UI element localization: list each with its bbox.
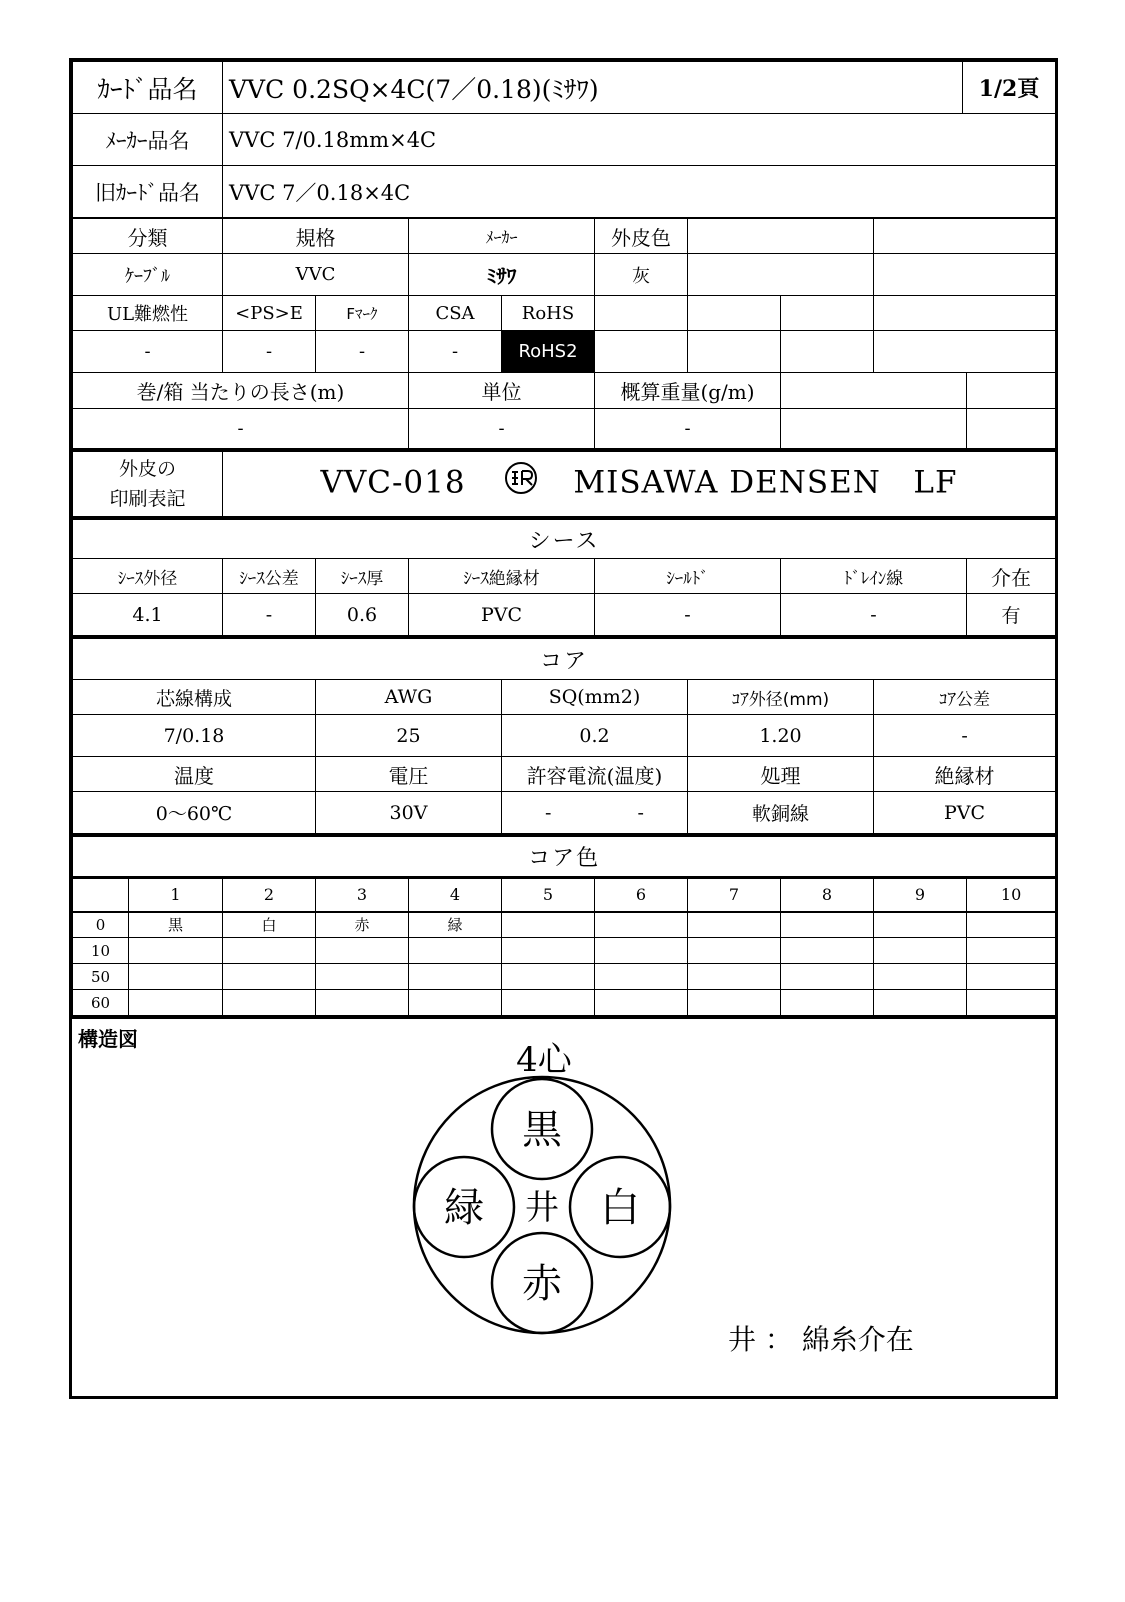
core-color-cell <box>781 964 874 990</box>
core-color-cell: 赤 <box>316 912 409 938</box>
header-table <box>72 61 1056 218</box>
rohs-header: RoHS <box>502 296 595 331</box>
print-label-line1: 外皮の <box>118 458 176 480</box>
page-number: 1/2頁 <box>963 62 1056 114</box>
filler-legend: 井 ： 綿糸介在 <box>728 1323 914 1356</box>
core-color-cell <box>595 912 688 938</box>
core-color-cell: 白 <box>223 912 316 938</box>
classification-value: ｹｰﾌﾞﾙ <box>73 254 223 296</box>
core-color-cell <box>502 964 595 990</box>
old-card-name-value: VVC 7／0.18×4C <box>223 166 1056 218</box>
filler-value: 有 <box>967 594 1056 636</box>
classification-header: 分類 <box>73 219 223 254</box>
core-color-col: 9 <box>874 878 967 912</box>
core-outer-dia-value: 1.20 <box>688 715 874 757</box>
pse-mark-icon <box>504 461 538 503</box>
core-color-row-label: 10 <box>73 938 129 964</box>
approx-weight-header: 概算重量(g/m) <box>595 373 781 409</box>
old-card-name-label: 旧ｶｰﾄﾞ品名 <box>73 166 223 218</box>
core-color-cell <box>967 964 1056 990</box>
print-marking-value <box>223 451 1056 517</box>
core-color-cell <box>316 938 409 964</box>
core-color-col: 10 <box>967 878 1056 912</box>
ul-flame-value: - <box>73 331 223 373</box>
core-color-col: 1 <box>129 878 223 912</box>
product-card-sheet <box>69 58 1058 1399</box>
core-color-cell <box>409 990 502 1016</box>
core-color-row-label: 50 <box>73 964 129 990</box>
sheath-outer-dia-header: ｼｰｽ外径 <box>73 559 223 594</box>
treatment-header: 処理 <box>688 757 874 792</box>
classification-header-blank <box>688 219 874 254</box>
length-header-blank <box>781 373 967 409</box>
core-color-cell <box>223 964 316 990</box>
core-color-cell <box>129 964 223 990</box>
core-color-col: 7 <box>688 878 781 912</box>
core-color-cell <box>781 912 874 938</box>
core-tolerance-value: - <box>874 715 1056 757</box>
voltage-value: 30V <box>316 792 502 834</box>
core-outer-dia-header: ｺｱ外径(mm) <box>688 680 874 715</box>
standards-value-blank <box>688 331 781 373</box>
csa-value: - <box>409 331 502 373</box>
classification-value-blank <box>688 254 874 296</box>
core-color-col: 5 <box>502 878 595 912</box>
standards-header-blank <box>781 296 874 331</box>
structure-diagram-section <box>72 1016 1055 1395</box>
card-name-label: ｶｰﾄﾞ品名 <box>73 62 223 114</box>
filler-header: 介在 <box>967 559 1056 594</box>
core-color-cell <box>688 938 781 964</box>
drain-wire-header: ﾄﾞﾚｲﾝ線 <box>781 559 967 594</box>
temperature-value: 0～60℃ <box>73 792 316 834</box>
print-label-line2: 印刷表記 <box>109 488 186 510</box>
core-color-rows <box>73 912 1056 1016</box>
sheath-tolerance-header: ｼｰｽ公差 <box>223 559 316 594</box>
card-name-value: VVC 0.2SQ×4C(7／0.18)(ﾐｻﾜ) <box>223 62 963 114</box>
core-label-red: 赤 <box>522 1261 562 1307</box>
core-color-cell <box>874 990 967 1016</box>
treatment-value: 軟銅線 <box>688 792 874 834</box>
print-marking-table <box>72 449 1056 517</box>
structure-diagram-label: 構造図 <box>78 1027 138 1051</box>
core-color-row-label: 0 <box>73 912 129 938</box>
f-mark-value: - <box>316 331 409 373</box>
cable-cross-section-diagram <box>72 1019 1055 1395</box>
core-color-col: 4 <box>409 878 502 912</box>
length-value-blank <box>967 409 1057 449</box>
core-color-cell <box>316 964 409 990</box>
core-section-title: コア <box>73 638 1056 680</box>
classification-header-blank <box>874 219 1057 254</box>
unit-value: - <box>409 409 595 449</box>
core-color-col: 6 <box>595 878 688 912</box>
core-color-cell <box>223 938 316 964</box>
core-table <box>72 636 1056 834</box>
spec-table <box>72 218 1057 449</box>
standards-header-blank <box>688 296 781 331</box>
maker-name-value: VVC 7/0.18mm×4C <box>223 114 1056 166</box>
sheath-thickness-value: 0.6 <box>316 594 409 636</box>
sheath-insulation-header: ｼｰｽ絶縁材 <box>409 559 595 594</box>
core-color-cell <box>502 938 595 964</box>
core-color-cell <box>967 938 1056 964</box>
outer-color-header: 外皮色 <box>595 219 688 254</box>
table-row <box>73 938 1056 964</box>
core-color-cell <box>874 912 967 938</box>
core-label-white: 白 <box>600 1185 640 1231</box>
standard-value: VVC <box>223 254 409 296</box>
core-color-cell <box>595 938 688 964</box>
strand-config-header: 芯線構成 <box>73 680 316 715</box>
shield-value: - <box>595 594 781 636</box>
temperature-header: 温度 <box>73 757 316 792</box>
core-color-cell <box>781 990 874 1016</box>
length-header-blank <box>967 373 1057 409</box>
insulation-header: 絶縁材 <box>874 757 1056 792</box>
standards-header-blank <box>595 296 688 331</box>
core-label-green: 緑 <box>444 1185 484 1231</box>
core-color-cell: 黒 <box>129 912 223 938</box>
core-color-cell <box>409 938 502 964</box>
drain-wire-value: - <box>781 594 967 636</box>
core-color-cell <box>688 912 781 938</box>
core-color-cell <box>874 964 967 990</box>
core-color-cell <box>129 990 223 1016</box>
filler-symbol: 井 <box>525 1188 559 1228</box>
core-color-cell <box>502 912 595 938</box>
core-tolerance-header: ｺｱ公差 <box>874 680 1056 715</box>
print-marking-label <box>73 451 223 517</box>
unit-header: 単位 <box>409 373 595 409</box>
pse-value: - <box>223 331 316 373</box>
core-color-col: 8 <box>781 878 874 912</box>
core-label-black: 黒 <box>522 1107 562 1153</box>
shield-header: ｼｰﾙﾄﾞ <box>595 559 781 594</box>
standards-header-blank <box>874 296 1057 331</box>
rohs-value: RoHS2 <box>502 331 595 373</box>
length-value-blank <box>781 409 967 449</box>
core-color-cell <box>781 938 874 964</box>
sheath-outer-dia-value: 4.1 <box>73 594 223 636</box>
core-color-row-label: 60 <box>73 990 129 1016</box>
csa-header: CSA <box>409 296 502 331</box>
allowable-current-temp-value: - <box>595 792 688 834</box>
sheath-table <box>72 517 1056 636</box>
core-color-cell: 緑 <box>409 912 502 938</box>
pse-header: <PS>E <box>223 296 316 331</box>
maker-header: ﾒｰｶｰ <box>409 219 595 254</box>
standards-value-blank <box>781 331 874 373</box>
standard-header: 規格 <box>223 219 409 254</box>
core-color-col: 3 <box>316 878 409 912</box>
standards-value-blank <box>595 331 688 373</box>
length-per-reel-header: 巻/箱 当たりの長さ(m) <box>73 373 409 409</box>
table-row <box>73 964 1056 990</box>
table-row <box>73 990 1056 1016</box>
sheath-insulation-value: PVC <box>409 594 595 636</box>
core-color-cell <box>967 990 1056 1016</box>
classification-value-blank <box>874 254 1057 296</box>
insulation-value: PVC <box>874 792 1056 834</box>
core-count-title: 4心 <box>516 1040 572 1080</box>
sheath-tolerance-value: - <box>223 594 316 636</box>
sheath-section-title: シース <box>73 519 1056 559</box>
core-color-cell <box>688 990 781 1016</box>
core-color-cell <box>129 938 223 964</box>
core-color-col: 2 <box>223 878 316 912</box>
maker-name-label: ﾒｰｶｰ品名 <box>73 114 223 166</box>
core-color-cell <box>874 938 967 964</box>
core-color-cell <box>223 990 316 1016</box>
ul-flame-header: UL難燃性 <box>73 296 223 331</box>
core-color-table <box>72 834 1056 1016</box>
standards-value-blank <box>874 331 1057 373</box>
core-color-cell <box>595 990 688 1016</box>
length-per-reel-value: - <box>73 409 409 449</box>
awg-header: AWG <box>316 680 502 715</box>
sq-value: 0.2 <box>502 715 688 757</box>
maker-value: ﾐｻﾜ <box>409 254 595 296</box>
outer-color-value: 灰 <box>595 254 688 296</box>
core-color-cell <box>409 964 502 990</box>
core-color-cell <box>967 912 1056 938</box>
voltage-header: 電圧 <box>316 757 502 792</box>
sheath-thickness-header: ｼｰｽ厚 <box>316 559 409 594</box>
approx-weight-value: - <box>595 409 781 449</box>
print-text-right: MISAWA DENSEN LF <box>573 464 958 501</box>
awg-value: 25 <box>316 715 502 757</box>
core-color-section-title: コア色 <box>73 836 1056 878</box>
core-color-corner <box>73 878 129 912</box>
core-color-cell <box>316 990 409 1016</box>
print-text-left: VVC-018 <box>320 464 466 501</box>
core-color-cell <box>688 964 781 990</box>
core-color-cell <box>502 990 595 1016</box>
allowable-current-value: - <box>502 792 595 834</box>
allowable-current-header: 許容電流(温度) <box>502 757 688 792</box>
f-mark-header: Fﾏｰｸ <box>316 296 409 331</box>
core-color-cell <box>595 964 688 990</box>
strand-config-value: 7/0.18 <box>73 715 316 757</box>
sq-header: SQ(mm2) <box>502 680 688 715</box>
table-row <box>73 912 1056 938</box>
